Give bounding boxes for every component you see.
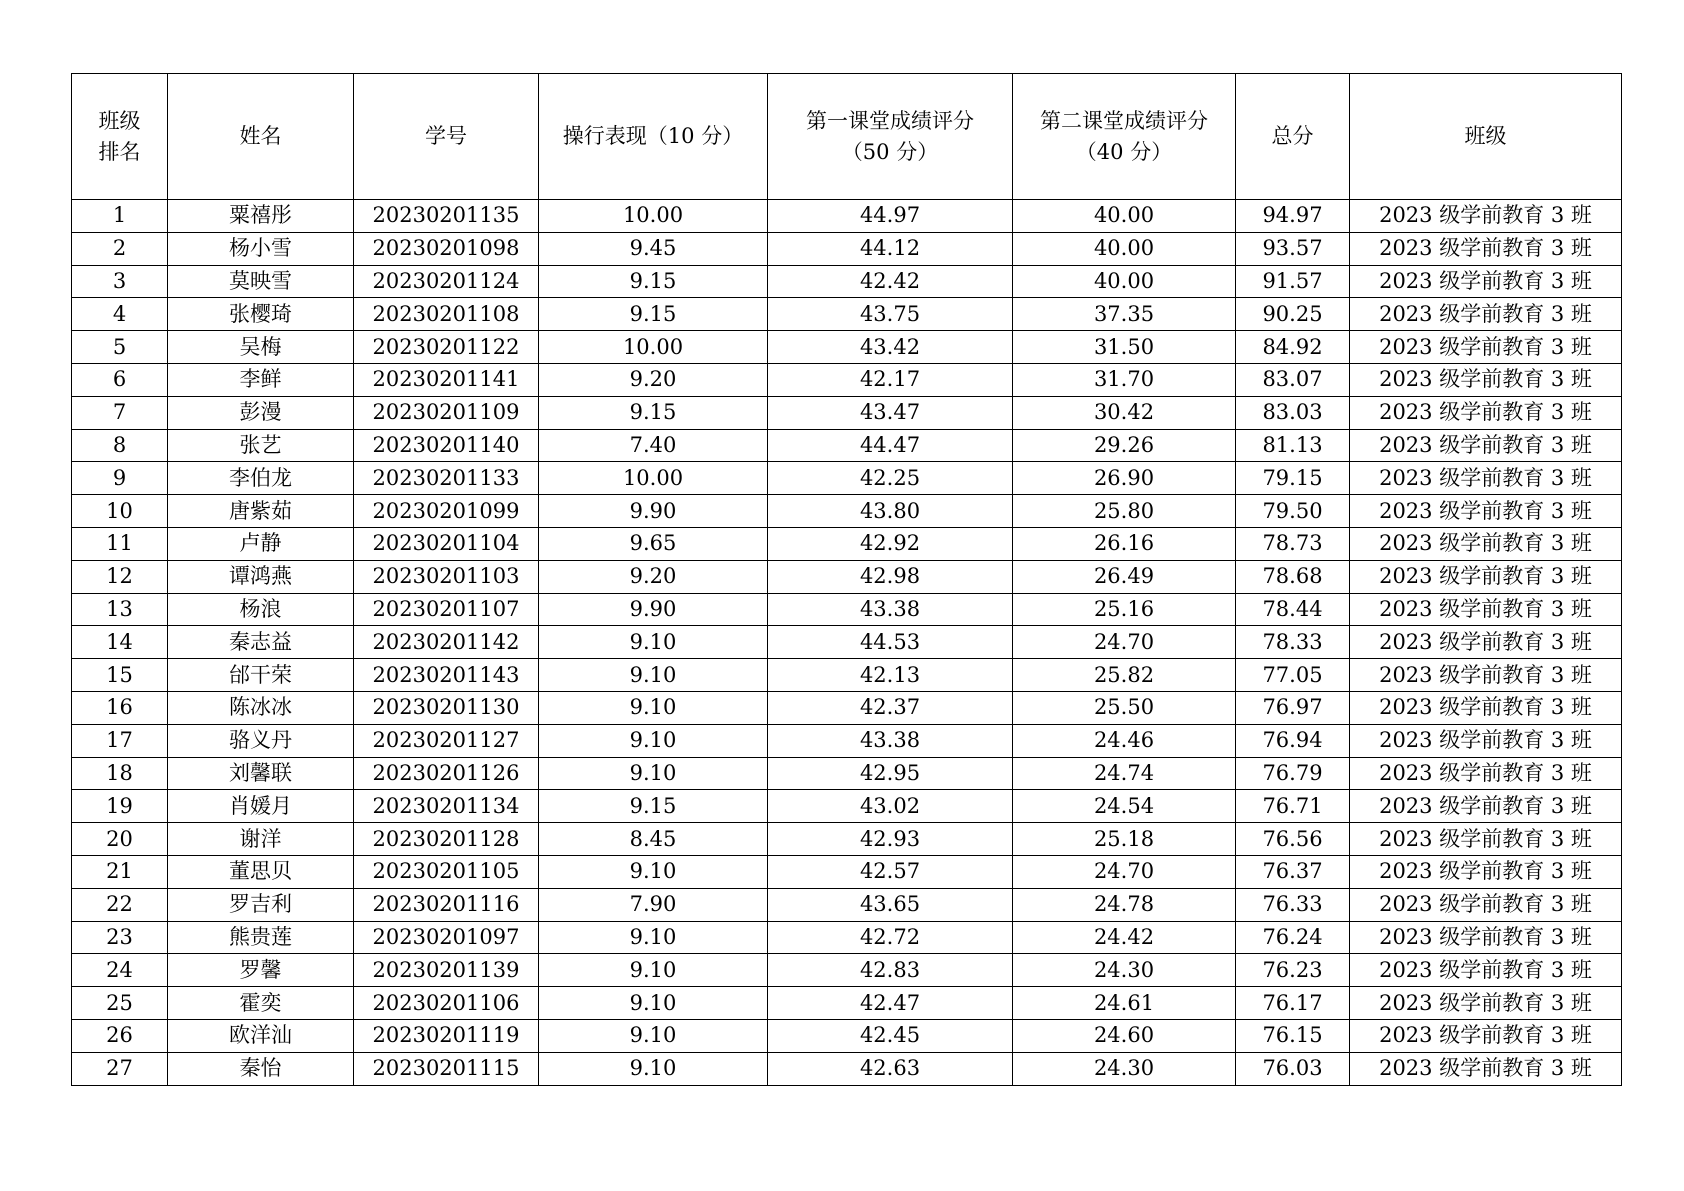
- cell-student-id: 20230201103: [354, 560, 539, 593]
- cell-conduct: 7.90: [539, 888, 768, 921]
- table-row: [72, 429, 1622, 462]
- cell-conduct: 9.15: [539, 298, 768, 331]
- header-second-class-line-2: （40 分）: [1075, 139, 1173, 164]
- cell-total: 79.15: [1236, 462, 1350, 495]
- cell-conduct: 9.10: [539, 954, 768, 987]
- cell-class: 2023 级学前教育 3 班: [1350, 691, 1622, 724]
- cell-name: 谭鸿燕: [168, 560, 354, 593]
- cell-conduct: 9.10: [539, 724, 768, 757]
- cell-second-class-score: 24.74: [1013, 757, 1236, 790]
- cell-second-class-score: 26.49: [1013, 560, 1236, 593]
- table-row: [72, 462, 1622, 495]
- cell-conduct: 9.10: [539, 987, 768, 1020]
- cell-rank: 20: [72, 823, 168, 856]
- table-row: [72, 855, 1622, 888]
- cell-total: 78.73: [1236, 527, 1350, 560]
- cell-first-class-score: 42.98: [768, 560, 1013, 593]
- cell-first-class-score: 42.92: [768, 527, 1013, 560]
- cell-first-class-score: 44.12: [768, 232, 1013, 265]
- cell-student-id: 20230201127: [354, 724, 539, 757]
- cell-student-id: 20230201124: [354, 265, 539, 298]
- cell-second-class-score: 26.90: [1013, 462, 1236, 495]
- cell-class: 2023 级学前教育 3 班: [1350, 757, 1622, 790]
- cell-student-id: 20230201099: [354, 495, 539, 528]
- cell-first-class-score: 42.63: [768, 1052, 1013, 1085]
- cell-first-class-score: 42.37: [768, 691, 1013, 724]
- cell-conduct: 9.20: [539, 363, 768, 396]
- cell-total: 76.97: [1236, 691, 1350, 724]
- cell-second-class-score: 24.42: [1013, 921, 1236, 954]
- cell-conduct: 9.10: [539, 691, 768, 724]
- cell-second-class-score: 40.00: [1013, 232, 1236, 265]
- cell-name: 杨小雪: [168, 232, 354, 265]
- header-second-class: [1013, 74, 1236, 200]
- table-row: [72, 200, 1622, 233]
- cell-second-class-score: 24.30: [1013, 1052, 1236, 1085]
- cell-name: 霍奕: [168, 987, 354, 1020]
- cell-second-class-score: 30.42: [1013, 396, 1236, 429]
- cell-name: 卢静: [168, 527, 354, 560]
- cell-rank: 15: [72, 659, 168, 692]
- cell-rank: 17: [72, 724, 168, 757]
- cell-total: 76.37: [1236, 855, 1350, 888]
- header-name: 姓名: [168, 74, 354, 200]
- cell-class: 2023 级学前教育 3 班: [1350, 331, 1622, 364]
- cell-name: 罗吉利: [168, 888, 354, 921]
- cell-class: 2023 级学前教育 3 班: [1350, 790, 1622, 823]
- cell-rank: 12: [72, 560, 168, 593]
- cell-total: 91.57: [1236, 265, 1350, 298]
- cell-first-class-score: 43.02: [768, 790, 1013, 823]
- cell-second-class-score: 24.60: [1013, 1019, 1236, 1052]
- cell-name: 骆义丹: [168, 724, 354, 757]
- cell-second-class-score: 25.18: [1013, 823, 1236, 856]
- cell-conduct: 8.45: [539, 823, 768, 856]
- table-row: [72, 560, 1622, 593]
- cell-student-id: 20230201126: [354, 757, 539, 790]
- cell-conduct: 9.65: [539, 527, 768, 560]
- cell-name: 刘馨联: [168, 757, 354, 790]
- cell-second-class-score: 29.26: [1013, 429, 1236, 462]
- cell-second-class-score: 24.30: [1013, 954, 1236, 987]
- cell-first-class-score: 43.38: [768, 724, 1013, 757]
- cell-rank: 25: [72, 987, 168, 1020]
- header-first-class-line-1: 第一课堂成绩评分: [806, 108, 974, 133]
- cell-total: 83.07: [1236, 363, 1350, 396]
- cell-student-id: 20230201107: [354, 593, 539, 626]
- cell-student-id: 20230201119: [354, 1019, 539, 1052]
- cell-total: 76.24: [1236, 921, 1350, 954]
- table-row: [72, 888, 1622, 921]
- cell-name: 谢洋: [168, 823, 354, 856]
- cell-first-class-score: 44.47: [768, 429, 1013, 462]
- cell-rank: 1: [72, 200, 168, 233]
- cell-student-id: 20230201104: [354, 527, 539, 560]
- cell-student-id: 20230201128: [354, 823, 539, 856]
- cell-second-class-score: 31.70: [1013, 363, 1236, 396]
- cell-class: 2023 级学前教育 3 班: [1350, 298, 1622, 331]
- cell-conduct: 10.00: [539, 200, 768, 233]
- cell-total: 78.33: [1236, 626, 1350, 659]
- cell-class: 2023 级学前教育 3 班: [1350, 1019, 1622, 1052]
- cell-student-id: 20230201142: [354, 626, 539, 659]
- header-rank-line-1: 班级: [98, 108, 141, 133]
- cell-rank: 11: [72, 527, 168, 560]
- cell-student-id: 20230201140: [354, 429, 539, 462]
- cell-first-class-score: 42.57: [768, 855, 1013, 888]
- cell-conduct: 9.10: [539, 659, 768, 692]
- cell-name: 张樱琦: [168, 298, 354, 331]
- cell-class: 2023 级学前教育 3 班: [1350, 462, 1622, 495]
- header-conduct: 操行表现（10 分）: [539, 74, 768, 200]
- cell-class: 2023 级学前教育 3 班: [1350, 1052, 1622, 1085]
- cell-class: 2023 级学前教育 3 班: [1350, 888, 1622, 921]
- table-row: [72, 659, 1622, 692]
- cell-class: 2023 级学前教育 3 班: [1350, 560, 1622, 593]
- cell-first-class-score: 43.75: [768, 298, 1013, 331]
- table-row: [72, 363, 1622, 396]
- cell-first-class-score: 44.53: [768, 626, 1013, 659]
- cell-rank: 13: [72, 593, 168, 626]
- cell-first-class-score: 43.65: [768, 888, 1013, 921]
- cell-first-class-score: 42.45: [768, 1019, 1013, 1052]
- cell-rank: 7: [72, 396, 168, 429]
- cell-class: 2023 级学前教育 3 班: [1350, 921, 1622, 954]
- cell-class: 2023 级学前教育 3 班: [1350, 626, 1622, 659]
- cell-second-class-score: 25.16: [1013, 593, 1236, 626]
- cell-class: 2023 级学前教育 3 班: [1350, 954, 1622, 987]
- table-row: [72, 757, 1622, 790]
- cell-first-class-score: 44.97: [768, 200, 1013, 233]
- cell-rank: 16: [72, 691, 168, 724]
- cell-name: 李伯龙: [168, 462, 354, 495]
- table-row: [72, 954, 1622, 987]
- cell-name: 熊贵莲: [168, 921, 354, 954]
- cell-name: 彭漫: [168, 396, 354, 429]
- cell-second-class-score: 26.16: [1013, 527, 1236, 560]
- cell-student-id: 20230201097: [354, 921, 539, 954]
- cell-total: 76.71: [1236, 790, 1350, 823]
- cell-rank: 21: [72, 855, 168, 888]
- table-row: [72, 691, 1622, 724]
- cell-conduct: 9.90: [539, 495, 768, 528]
- header-row: [72, 74, 1622, 200]
- table-row: [72, 823, 1622, 856]
- cell-first-class-score: 42.13: [768, 659, 1013, 692]
- cell-second-class-score: 25.82: [1013, 659, 1236, 692]
- cell-total: 78.68: [1236, 560, 1350, 593]
- cell-first-class-score: 42.42: [768, 265, 1013, 298]
- cell-first-class-score: 42.17: [768, 363, 1013, 396]
- cell-second-class-score: 24.54: [1013, 790, 1236, 823]
- cell-rank: 18: [72, 757, 168, 790]
- cell-student-id: 20230201135: [354, 200, 539, 233]
- table-row: [72, 265, 1622, 298]
- cell-student-id: 20230201133: [354, 462, 539, 495]
- cell-name: 肖媛月: [168, 790, 354, 823]
- table-body: [72, 200, 1622, 1086]
- table-row: [72, 232, 1622, 265]
- cell-second-class-score: 25.80: [1013, 495, 1236, 528]
- table-row: [72, 1052, 1622, 1085]
- cell-class: 2023 级学前教育 3 班: [1350, 200, 1622, 233]
- table-row: [72, 724, 1622, 757]
- cell-rank: 8: [72, 429, 168, 462]
- cell-student-id: 20230201141: [354, 363, 539, 396]
- header-second-class-line-1: 第二课堂成绩评分: [1040, 108, 1208, 133]
- cell-class: 2023 级学前教育 3 班: [1350, 232, 1622, 265]
- cell-conduct: 9.10: [539, 626, 768, 659]
- cell-student-id: 20230201122: [354, 331, 539, 364]
- cell-total: 76.03: [1236, 1052, 1350, 1085]
- table-row: [72, 495, 1622, 528]
- cell-student-id: 20230201116: [354, 888, 539, 921]
- cell-total: 76.17: [1236, 987, 1350, 1020]
- cell-second-class-score: 24.46: [1013, 724, 1236, 757]
- table-row: [72, 331, 1622, 364]
- cell-class: 2023 级学前教育 3 班: [1350, 855, 1622, 888]
- cell-total: 76.79: [1236, 757, 1350, 790]
- cell-first-class-score: 43.42: [768, 331, 1013, 364]
- cell-rank: 9: [72, 462, 168, 495]
- cell-rank: 3: [72, 265, 168, 298]
- cell-total: 76.23: [1236, 954, 1350, 987]
- cell-total: 76.56: [1236, 823, 1350, 856]
- cell-conduct: 9.10: [539, 921, 768, 954]
- cell-first-class-score: 43.38: [768, 593, 1013, 626]
- cell-conduct: 9.20: [539, 560, 768, 593]
- cell-first-class-score: 42.93: [768, 823, 1013, 856]
- cell-name: 李鲜: [168, 363, 354, 396]
- cell-rank: 23: [72, 921, 168, 954]
- table-row: [72, 921, 1622, 954]
- cell-conduct: 9.45: [539, 232, 768, 265]
- cell-rank: 14: [72, 626, 168, 659]
- cell-name: 粟禧彤: [168, 200, 354, 233]
- cell-name: 罗馨: [168, 954, 354, 987]
- cell-class: 2023 级学前教育 3 班: [1350, 593, 1622, 626]
- cell-second-class-score: 24.70: [1013, 855, 1236, 888]
- cell-conduct: 10.00: [539, 462, 768, 495]
- cell-class: 2023 级学前教育 3 班: [1350, 429, 1622, 462]
- header-class: 班级: [1350, 74, 1622, 200]
- cell-student-id: 20230201105: [354, 855, 539, 888]
- cell-second-class-score: 24.78: [1013, 888, 1236, 921]
- cell-total: 76.33: [1236, 888, 1350, 921]
- cell-name: 陈冰冰: [168, 691, 354, 724]
- cell-rank: 26: [72, 1019, 168, 1052]
- cell-name: 杨浪: [168, 593, 354, 626]
- cell-name: 吴梅: [168, 331, 354, 364]
- cell-student-id: 20230201115: [354, 1052, 539, 1085]
- cell-first-class-score: 42.47: [768, 987, 1013, 1020]
- cell-student-id: 20230201139: [354, 954, 539, 987]
- cell-total: 77.05: [1236, 659, 1350, 692]
- cell-conduct: 7.40: [539, 429, 768, 462]
- cell-class: 2023 级学前教育 3 班: [1350, 495, 1622, 528]
- cell-total: 90.25: [1236, 298, 1350, 331]
- cell-conduct: 9.10: [539, 1019, 768, 1052]
- cell-student-id: 20230201109: [354, 396, 539, 429]
- cell-name: 董思贝: [168, 855, 354, 888]
- cell-class: 2023 级学前教育 3 班: [1350, 363, 1622, 396]
- header-rank-line-2: 排名: [98, 139, 141, 164]
- cell-rank: 4: [72, 298, 168, 331]
- cell-student-id: 20230201098: [354, 232, 539, 265]
- score-table: [71, 73, 1622, 1086]
- cell-conduct: 9.15: [539, 790, 768, 823]
- cell-first-class-score: 43.47: [768, 396, 1013, 429]
- cell-class: 2023 级学前教育 3 班: [1350, 724, 1622, 757]
- cell-conduct: 9.10: [539, 1052, 768, 1085]
- header-rank: [72, 74, 168, 200]
- cell-class: 2023 级学前教育 3 班: [1350, 527, 1622, 560]
- cell-student-id: 20230201108: [354, 298, 539, 331]
- cell-rank: 6: [72, 363, 168, 396]
- table-row: [72, 790, 1622, 823]
- cell-rank: 19: [72, 790, 168, 823]
- cell-first-class-score: 43.80: [768, 495, 1013, 528]
- cell-rank: 2: [72, 232, 168, 265]
- cell-total: 76.94: [1236, 724, 1350, 757]
- table-row: [72, 626, 1622, 659]
- cell-rank: 24: [72, 954, 168, 987]
- cell-total: 93.57: [1236, 232, 1350, 265]
- cell-total: 76.15: [1236, 1019, 1350, 1052]
- cell-rank: 22: [72, 888, 168, 921]
- cell-second-class-score: 24.70: [1013, 626, 1236, 659]
- cell-class: 2023 级学前教育 3 班: [1350, 987, 1622, 1020]
- cell-conduct: 9.15: [539, 396, 768, 429]
- table-row: [72, 987, 1622, 1020]
- cell-first-class-score: 42.95: [768, 757, 1013, 790]
- cell-first-class-score: 42.83: [768, 954, 1013, 987]
- cell-student-id: 20230201143: [354, 659, 539, 692]
- header-total: 总分: [1236, 74, 1350, 200]
- cell-second-class-score: 31.50: [1013, 331, 1236, 364]
- cell-second-class-score: 25.50: [1013, 691, 1236, 724]
- cell-second-class-score: 37.35: [1013, 298, 1236, 331]
- cell-name: 秦志益: [168, 626, 354, 659]
- cell-conduct: 9.10: [539, 855, 768, 888]
- cell-second-class-score: 40.00: [1013, 200, 1236, 233]
- table-row: [72, 1019, 1622, 1052]
- cell-class: 2023 级学前教育 3 班: [1350, 396, 1622, 429]
- table-header: [72, 74, 1622, 200]
- header-student-id: 学号: [354, 74, 539, 200]
- cell-rank: 27: [72, 1052, 168, 1085]
- cell-second-class-score: 40.00: [1013, 265, 1236, 298]
- cell-second-class-score: 24.61: [1013, 987, 1236, 1020]
- cell-total: 84.92: [1236, 331, 1350, 364]
- cell-rank: 10: [72, 495, 168, 528]
- cell-class: 2023 级学前教育 3 班: [1350, 659, 1622, 692]
- cell-total: 94.97: [1236, 200, 1350, 233]
- cell-conduct: 9.10: [539, 757, 768, 790]
- cell-total: 83.03: [1236, 396, 1350, 429]
- cell-rank: 5: [72, 331, 168, 364]
- table-row: [72, 396, 1622, 429]
- cell-student-id: 20230201106: [354, 987, 539, 1020]
- cell-name: 欧洋汕: [168, 1019, 354, 1052]
- table-row: [72, 298, 1622, 331]
- table-row: [72, 593, 1622, 626]
- cell-total: 81.13: [1236, 429, 1350, 462]
- cell-conduct: 9.90: [539, 593, 768, 626]
- table-row: [72, 527, 1622, 560]
- header-first-class-line-2: （50 分）: [841, 139, 939, 164]
- cell-name: 莫映雪: [168, 265, 354, 298]
- cell-conduct: 9.15: [539, 265, 768, 298]
- cell-class: 2023 级学前教育 3 班: [1350, 823, 1622, 856]
- cell-conduct: 10.00: [539, 331, 768, 364]
- cell-name: 唐紫茹: [168, 495, 354, 528]
- cell-total: 79.50: [1236, 495, 1350, 528]
- header-first-class: [768, 74, 1013, 200]
- cell-first-class-score: 42.25: [768, 462, 1013, 495]
- cell-student-id: 20230201130: [354, 691, 539, 724]
- cell-class: 2023 级学前教育 3 班: [1350, 265, 1622, 298]
- cell-student-id: 20230201134: [354, 790, 539, 823]
- cell-name: 邰干荣: [168, 659, 354, 692]
- cell-first-class-score: 42.72: [768, 921, 1013, 954]
- cell-name: 张艺: [168, 429, 354, 462]
- cell-total: 78.44: [1236, 593, 1350, 626]
- cell-name: 秦怡: [168, 1052, 354, 1085]
